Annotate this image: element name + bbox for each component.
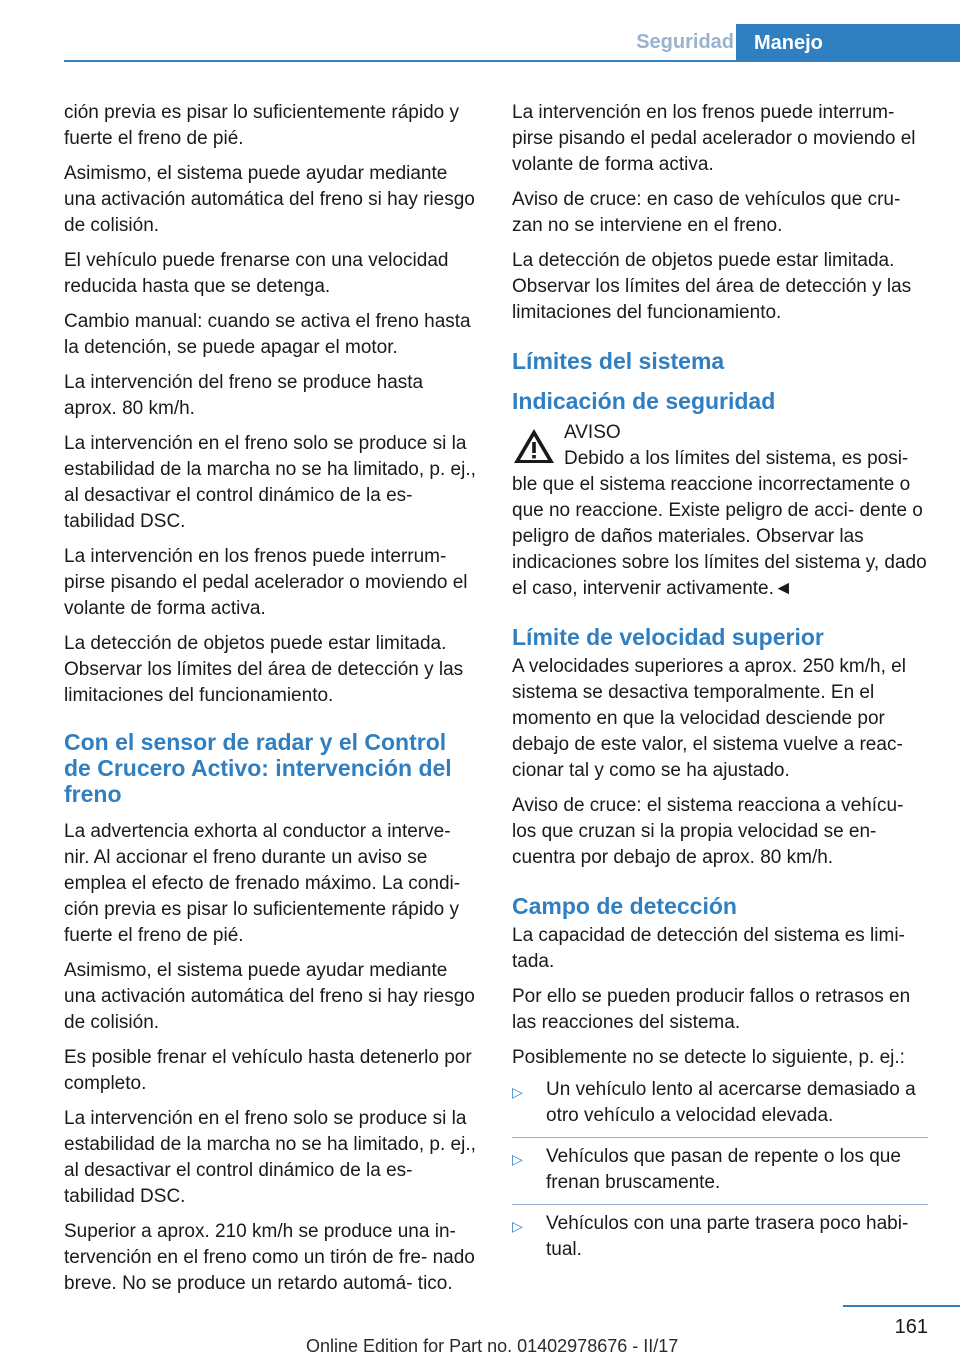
footer-rule [843, 1305, 960, 1307]
section-heading-radar-brake: Con el sensor de radar y el Control de Crucero Activo: intervención del freno [64, 729, 452, 807]
list-item-text: Vehículos que pasan de repente o los que frenan bruscamente. [546, 1146, 901, 1193]
paragraph: Superior a aprox. 210 km/h se produce una in‐ tervención en el freno como un tirón de fre‐ nado breve. No se produce un retardo automá‐ tico. [64, 1221, 475, 1294]
edition-footer: Online Edition for Part no. 01402978676 - II/17 [306, 1336, 679, 1356]
paragraph: Aviso de cruce: el sistema reacciona a vehícu‐ los que cruzan si la propia velocidad se en‐ cuentra por debajo de aprox. 80 km/h. [512, 795, 904, 868]
paragraph: La detección de objetos puede estar limitada. Observar los límites del área de detección y las limitaciones del funcionamiento. [512, 250, 912, 323]
header-rule [64, 60, 960, 62]
paragraph: Es posible frenar el vehículo hasta detenerlo por completo. [64, 1047, 472, 1094]
section-heading-safety: Indicación de seguridad [512, 388, 776, 414]
detection-limits-list [512, 1075, 928, 1271]
page-number: 161 [894, 1316, 928, 1338]
paragraph: ción previa es pisar lo suficientemente rápido y fuerte el freno de pié. [64, 102, 459, 149]
paragraph: Posiblemente no se detecte lo siguiente, p. ej.: [512, 1047, 905, 1068]
paragraph: La capacidad de detección del sistema es limi‐ tada. [512, 925, 905, 972]
list-item [512, 1137, 928, 1204]
list-item-text: Un vehículo lento al acercarse demasiado a otro vehículo a velocidad elevada. [546, 1079, 916, 1126]
list-item [512, 1075, 928, 1137]
paragraph: La intervención del freno se produce hasta aprox. 80 km/h. [64, 372, 424, 419]
paragraph: Por ello se pueden producir fallos o retrasos en las reacciones del sistema. [512, 986, 911, 1033]
paragraph: A velocidades superiores a aprox. 250 km/h, el sistema se desactiva temporalmente. En el momento en que la velocidad desciende por debajo de este valor, el sistema vuelve a reac‐ cionar tal y como se ha ajustado. [512, 656, 906, 781]
warning-triangle-icon [512, 426, 556, 466]
paragraph: La intervención en el freno solo se produce si la estabilidad de la marcha no se ha limitado, p. ej., al desactivar el control dinámico de la es‐ tabilidad DSC. [64, 433, 476, 532]
header-section-tab[interactable]: Seguridad [636, 31, 734, 53]
warning-label: AVISO [564, 422, 621, 443]
paragraph: La intervención en los frenos puede interrum‐ pirse pisando el pedal acelerador o moviendo el volante de forma activa. [64, 546, 468, 619]
right-column [512, 100, 928, 1271]
header-chapter-tab[interactable]: Manejo [736, 24, 960, 62]
paragraph: Aviso de cruce: en caso de vehículos que cru‐ zan no se interviene en el freno. [512, 189, 901, 236]
left-column [64, 100, 478, 1306]
page-header [64, 24, 960, 62]
paragraph: Asimismo, el sistema puede ayudar mediante una activación automática del freno si hay riesgo de colisión. [64, 960, 475, 1033]
section-heading-detection-field: Campo de detección [512, 893, 737, 919]
list-item [512, 1204, 928, 1271]
triangle-bullet-icon: ▷ [512, 1084, 523, 1100]
paragraph: Cambio manual: cuando se activa el freno hasta la detención, se puede apagar el motor. [64, 311, 471, 358]
triangle-bullet-icon: ▷ [512, 1151, 523, 1167]
list-item-text: Vehículos con una parte trasera poco habi‐ tual. [546, 1213, 909, 1260]
paragraph: La intervención en los frenos puede interrum‐ pirse pisando el pedal acelerador o moviendo el volante de forma activa. [512, 102, 916, 175]
section-heading-system-limits: Límites del sistema [512, 348, 725, 374]
warning-first-line: Debido a los límites del sistema, es posi‐ [564, 448, 909, 469]
warning-body: ble que el sistema reaccione incorrectamente o que no reaccione. Existe peligro de acci‐ dente o peligro de daños materiales. Observar las indicaciones sobre los límites del sistema y, dado el caso, intervenir activamente.◄ [512, 474, 927, 599]
triangle-bullet-icon: ▷ [512, 1218, 523, 1234]
warning-block [512, 420, 928, 602]
section-heading-speed-limit: Límite de velocidad superior [512, 624, 824, 650]
paragraph: La advertencia exhorta al conductor a interve‐ nir. Al accionar el freno durante un aviso se emplea el efecto de frenado máximo. La condi‐ ción previa es pisar lo suficientemente rápido y fuerte el freno de pié. [64, 821, 461, 946]
paragraph: La detección de objetos puede estar limitada. Observar los límites del área de detección y las limitaciones del funcionamiento. [64, 633, 464, 706]
paragraph: Asimismo, el sistema puede ayudar mediante una activación automática del freno si hay riesgo de colisión. [64, 163, 475, 236]
paragraph: La intervención en el freno solo se produce si la estabilidad de la marcha no se ha limitado, p. ej., al desactivar el control dinámico de la es‐ tabilidad DSC. [64, 1108, 476, 1207]
paragraph: El vehículo puede frenarse con una velocidad reducida hasta que se detenga. [64, 250, 449, 297]
